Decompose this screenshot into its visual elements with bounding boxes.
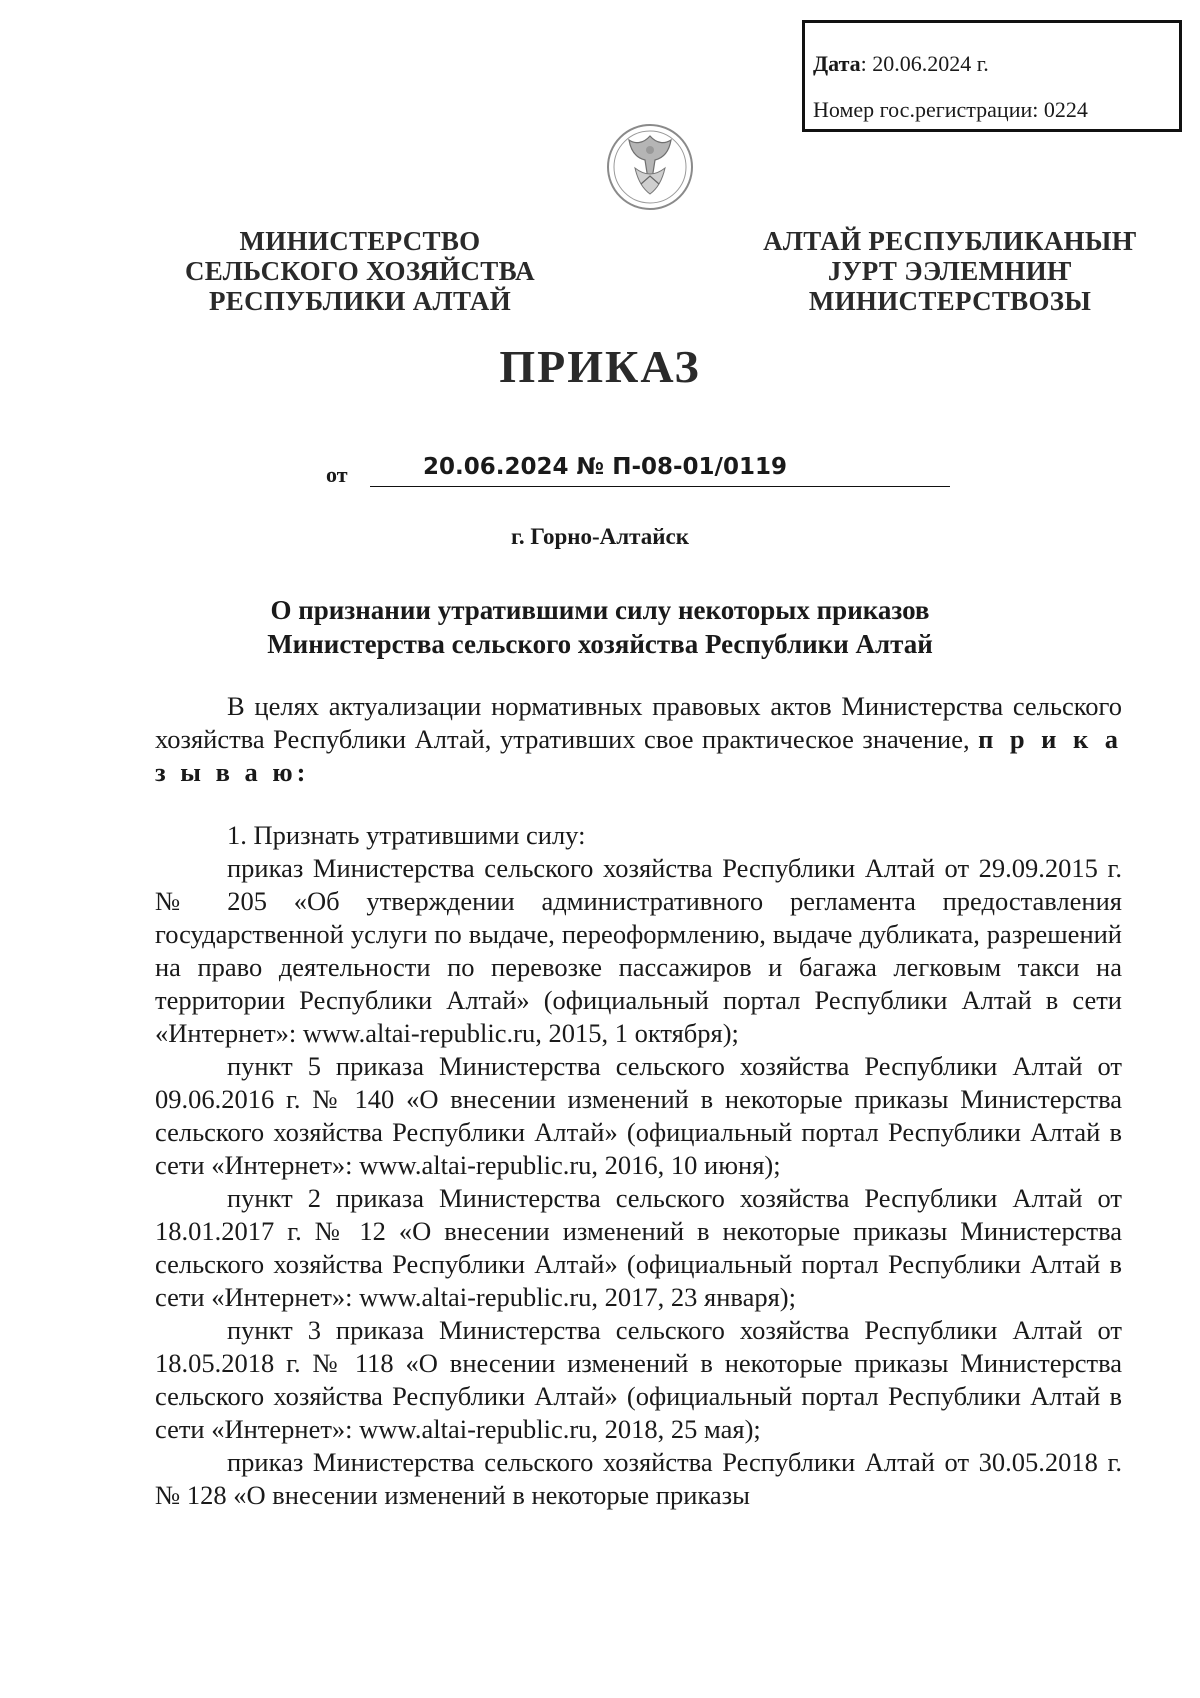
paragraph: пункт 2 приказа Министерства сельского хозяйства Республики Алтай от 18.01.2017 г. № 12 «О внесении изменений в некоторые приказы Министерства сельского хозяйства Республики Алтай» (официальный портал Республики Алтай в сети «Интернет»: www.altai-republic.ru, 2017, 23 января);: [155, 1183, 1122, 1312]
order-number: 20.06.2024 № П-08-01/0119: [423, 454, 787, 480]
ministry-name-altai: АЛТАЙ РЕСПУБЛИКАНЫҤ ЈУРТ ЭЭЛЕМНИҤ МИНИСТЕРСТВОЗЫ: [763, 226, 1137, 316]
coat-of-arms-icon: [605, 122, 695, 212]
registration-box: [802, 20, 1182, 132]
spacer: [155, 789, 1122, 819]
registration-number: Номер гос.регистрации: 0224: [813, 97, 1088, 122]
item-1-title: 1. Признать утратившими силу:: [227, 820, 586, 850]
paragraph: приказ Министерства сельского хозяйства Республики Алтай от 29.09.2015 г. № 205 «Об утверждении административного регламента предоставления государственной услуги по выдаче, переоформлению, выдаче дубликата, разрешений на право деятельности по перевозке пассажиров и багажа легковым такси на территории Республики Алтай» (официальный портал Республики Алтай в сети «Интернет»: www.altai-republic.ru, 2015, 1 октября);: [155, 853, 1122, 1048]
underline: [370, 486, 950, 487]
document-type: ПРИКАЗ: [499, 341, 701, 392]
paragraph: приказ Министерства сельского хозяйства Республики Алтай от 30.05.2018 г. № 128 «О внесении изменений в некоторые приказы: [155, 1447, 1122, 1510]
order-number-row: [0, 450, 1200, 490]
from-label: от: [326, 462, 348, 487]
order-subject: О признании утратившими силу некоторых приказов Министерства сельского хозяйства Республики Алтай: [267, 595, 933, 659]
ministry-name-russian: МИНИСТЕРСТВО СЕЛЬСКОГО ХОЗЯЙСТВА РЕСПУБЛИКИ АЛТАЙ: [185, 226, 535, 316]
order-word: п р и к а з ы в а ю:: [155, 724, 1122, 787]
preamble: В целях актуализации нормативных правовых актов Министерства сельского хозяйства Республики Алтай, утративших свое практическое значение, п р и к а з ы в а ю:: [155, 691, 1122, 787]
registration-date: Дата: 20.06.2024 г.: [813, 51, 989, 76]
paragraph: пункт 5 приказа Министерства сельского хозяйства Республики Алтай от 09.06.2016 г. № 140 «О внесении изменений в некоторые приказы Министерства сельского хозяйства Республики Алтай» (официальный портал Республики Алтай в сети «Интернет»: www.altai-republic.ru, 2016, 10 июня);: [155, 1051, 1122, 1180]
paragraph: пункт 3 приказа Министерства сельского хозяйства Республики Алтай от 18.05.2018 г. № 118 «О внесении изменений в некоторые приказы Министерства сельского хозяйства Республики Алтай» (официальный портал Республики Алтай в сети «Интернет»: www.altai-republic.ru, 2018, 25 мая);: [155, 1315, 1122, 1444]
city: г. Горно-Алтайск: [511, 524, 689, 549]
order-body: [155, 690, 1122, 1512]
